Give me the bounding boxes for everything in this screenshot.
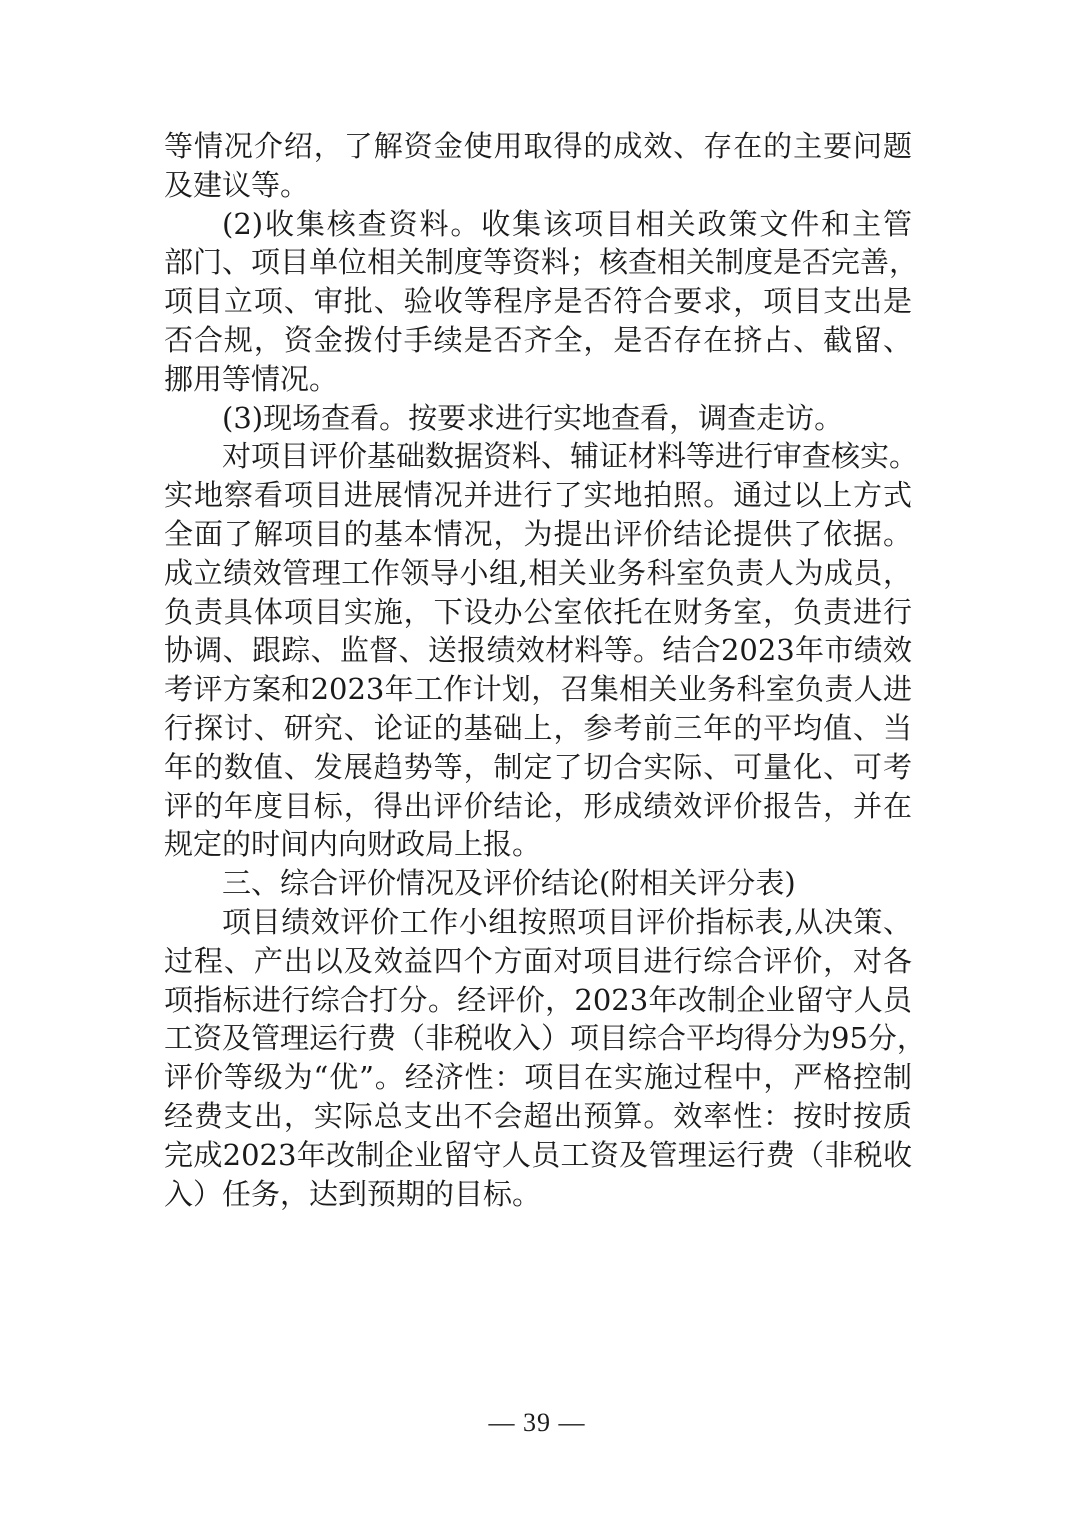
text-line: 评价等级为“优”。经济性：项目在实施过程中，严格控制 [164,1060,912,1095]
text-line: 完成2023年改制企业留守人员工资及管理运行费（非税收 [164,1137,912,1172]
text-line: 评的年度目标，得出评价结论，形成绩效评价报告，并在 [164,788,912,823]
paragraph [164,864,912,903]
body-text [164,127,926,1213]
text-line: 全面了解项目的基本情况，为提出评价结论提供了依据。 [164,516,912,551]
paragraph [164,437,919,864]
paragraph [164,127,912,205]
paragraph [164,205,919,399]
text-line: 协调、跟踪、监督、送报绩效材料等。结合2023年市绩效 [164,633,912,668]
text-line: 等情况介绍，了解资金使用取得的成效、存在的主要问题 [164,129,912,163]
text-line: 三、综合评价情况及评价结论(附相关评分表) [222,866,796,901]
text-line: 年的数值、发展趋势等，制定了切合实际、可量化、可考 [164,749,912,784]
text-line: 考评方案和2023年工作计划，召集相关业务科室负责人进 [164,672,912,707]
paragraph [164,903,926,1213]
text-line: 否合规，资金拨付手续是否齐全，是否存在挤占、截留、 [164,322,912,357]
text-line: 规定的时间内向财政局上报。 [164,827,542,862]
text-line: 行探讨、研究、论证的基础上，参考前三年的平均值、当 [164,710,912,745]
text-line: 过程、产出以及效益四个方面对项目进行综合评价，对各 [164,943,912,978]
paragraph [164,399,912,438]
page-number: — 39 — [488,1408,586,1437]
text-line: 实地察看项目进展情况并进行了实地拍照。通过以上方式 [164,478,912,513]
text-line: 项目立项、审批、验收等程序是否符合要求，项目支出是 [164,284,912,319]
text-line: 部门、项目单位相关制度等资料；核查相关制度是否完善， [164,245,919,280]
text-line: (2)收集核查资料。收集该项目相关政策文件和主管 [222,206,912,241]
text-line: 及建议等。 [164,167,310,202]
text-line: 对项目评价基础数据资料、辅证材料等进行审查核实。 [222,439,919,474]
text-line: 负责具体项目实施，下设办公室依托在财务室，负责进行 [164,594,912,629]
text-line: 经费支出，实际总支出不会超出预算。效率性：按时按质 [164,1098,912,1133]
text-line: (3)现场查看。按要求进行实地查看，调查走访。 [222,400,844,435]
text-line: 工资及管理运行费（非税收入）项目综合平均得分为95分， [164,1021,926,1056]
text-line: 入）任务，达到预期的目标。 [164,1176,542,1211]
text-line: 挪用等情况。 [164,361,339,396]
text-line: 项指标进行综合打分。经评价，2023年改制企业留守人员 [164,982,912,1017]
text-line: 项目绩效评价工作小组按照项目评价指标表,从决策、 [222,904,912,939]
text-line: 成立绩效管理工作领导小组,相关业务科室负责人为成员， [164,555,912,590]
